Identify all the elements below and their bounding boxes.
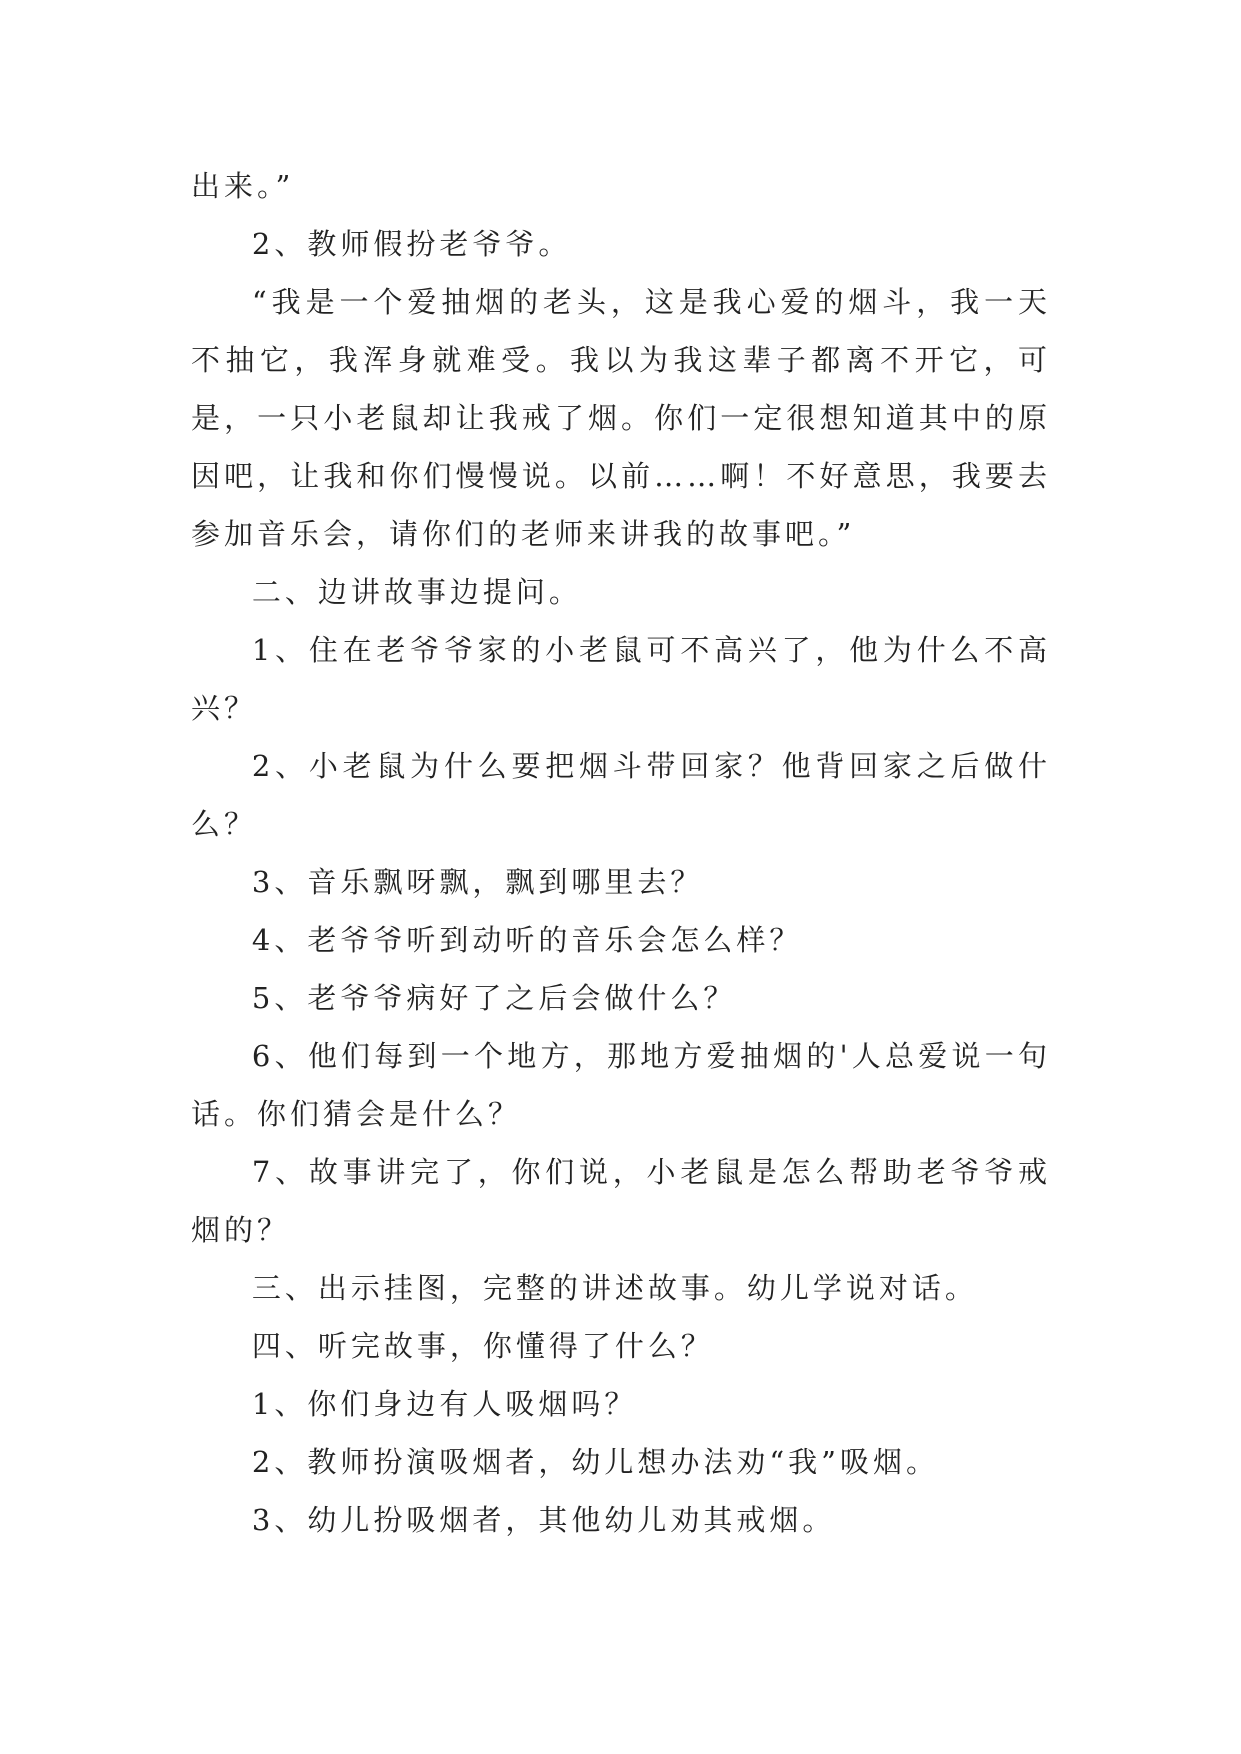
question-5: 5、老爷爷病好了之后会做什么？ xyxy=(251,981,737,1015)
discussion-item-3: 3、幼儿扮吸烟者，其他幼儿劝其戒烟。 xyxy=(251,1503,836,1537)
section-heading-3: 三、出示挂图，完整的讲述故事。幼儿学说对话。 xyxy=(251,1271,978,1305)
section-heading-4: 四、听完故事，你懂得了什么？ xyxy=(251,1329,714,1363)
question-3: 3、音乐飘呀飘，飘到哪里去？ xyxy=(251,865,704,899)
question-7: 7、故事讲完了，你们说，小老鼠是怎么帮助老爷爷戒烟的？ xyxy=(191,1155,1051,1247)
discussion-item-1: 1、你们身边有人吸烟吗？ xyxy=(251,1387,638,1421)
question-4: 4、老爷爷听到动听的音乐会怎么样？ xyxy=(251,923,803,957)
discussion-item-2: 2、教师扮演吸烟者，幼儿想办法劝“我”吸烟。 xyxy=(251,1445,939,1479)
paragraph-continuation: 出来。” xyxy=(191,169,295,203)
section-heading-2: 二、边讲故事边提问。 xyxy=(251,575,582,609)
question-6: 6、他们每到一个地方，那地方爱抽烟的'人总爱说一句话。你们猜会是什么？ xyxy=(191,1039,1051,1131)
question-1: 1、住在老爷爷家的小老鼠可不高兴了，他为什么不高兴？ xyxy=(191,633,1051,725)
question-2: 2、小老鼠为什么要把烟斗带回家？他背回家之后做什么？ xyxy=(191,749,1051,841)
document-body xyxy=(191,157,1051,1549)
paragraph-teacher-role: 2、教师假扮老爷爷。 xyxy=(251,227,572,261)
paragraph-grandpa-speech: “我是一个爱抽烟的老头，这是我心爱的烟斗，我一天不抽它，我浑身就难受。我以为我这辈子都离不开它，可是，一只小老鼠却让我戒了烟。你们一定很想知道其中的原因吧，让我和你们慢慢说。以前……啊！不好意思，我要去参加音乐会，请你们的老师来讲我的故事吧。” xyxy=(191,285,1051,551)
